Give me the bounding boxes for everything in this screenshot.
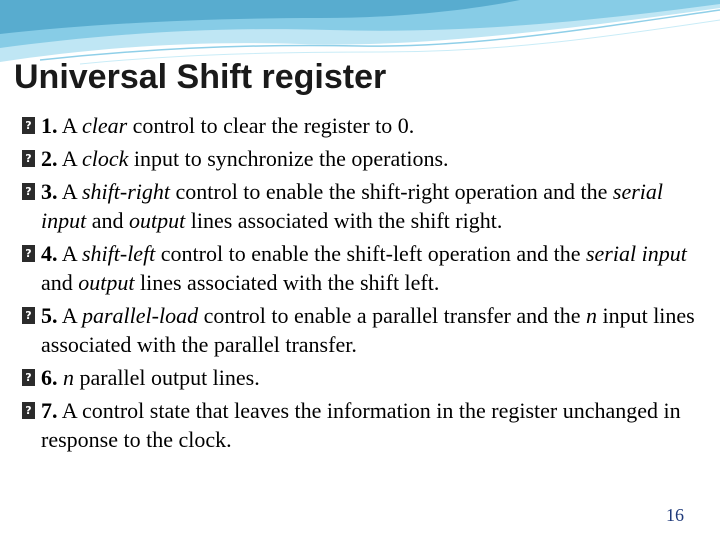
bullet-icon — [22, 307, 35, 324]
bullet-icon — [22, 245, 35, 262]
page-number: 16 — [666, 505, 684, 525]
item-number: 5. — [41, 303, 58, 328]
item-text: and — [41, 270, 79, 295]
bullet-icon — [22, 117, 35, 134]
item-term: n — [585, 303, 597, 328]
item-number: 6. — [41, 365, 58, 390]
item-text: input to synchronize the operations. — [128, 146, 449, 171]
slide-title: Universal Shift register — [14, 58, 387, 96]
list-item — [22, 177, 698, 235]
item-term: clock — [81, 146, 129, 171]
item-text: A — [57, 113, 82, 138]
bullet-icon — [22, 150, 35, 167]
item-term: n — [63, 365, 74, 390]
item-text: parallel output lines. — [74, 365, 260, 390]
item-term: output — [78, 270, 135, 295]
item-text: control to enable the shift‐left operation and the — [155, 241, 586, 266]
item-term: serial input — [585, 241, 687, 266]
item-text: A — [57, 303, 82, 328]
item-text: A control state that leaves the information in the register unchanged in response to the clock. — [41, 398, 681, 452]
item-term: output — [129, 208, 186, 233]
list-item — [22, 363, 698, 392]
item-text: lines associated with the shift right. — [185, 208, 503, 233]
bullet-icon — [22, 183, 35, 200]
bullet-icon — [22, 369, 35, 386]
item-number: 1. — [41, 113, 58, 138]
item-text: control to enable a parallel transfer and the — [198, 303, 586, 328]
item-text: control to clear the register to 0. — [127, 113, 415, 138]
item-text: input lines associated with the parallel transfer. — [41, 303, 695, 357]
item-number: 3. — [41, 179, 58, 204]
bullet-icon — [22, 402, 35, 419]
item-term: parallel‐load — [81, 303, 199, 328]
item-text: control to enable the shift‐right operation and the — [169, 179, 613, 204]
list-item — [22, 301, 698, 359]
item-number: 4. — [41, 241, 58, 266]
list-item — [22, 111, 698, 140]
item-text: A — [57, 241, 82, 266]
item-term: serial input — [41, 179, 664, 233]
item-text: lines associated with the shift left. — [134, 270, 440, 295]
item-text: and — [86, 208, 129, 233]
list-item — [22, 144, 698, 173]
list-item — [22, 239, 698, 297]
item-number: 7. — [41, 398, 58, 423]
item-number: 2. — [41, 146, 58, 171]
item-term: clear — [81, 113, 128, 138]
item-text: A — [57, 146, 82, 171]
item-term: shift‐left — [81, 241, 156, 266]
list-item — [22, 396, 698, 454]
bullet-list — [22, 111, 698, 458]
item-text: A — [57, 179, 82, 204]
item-term: shift‐right — [81, 179, 170, 204]
